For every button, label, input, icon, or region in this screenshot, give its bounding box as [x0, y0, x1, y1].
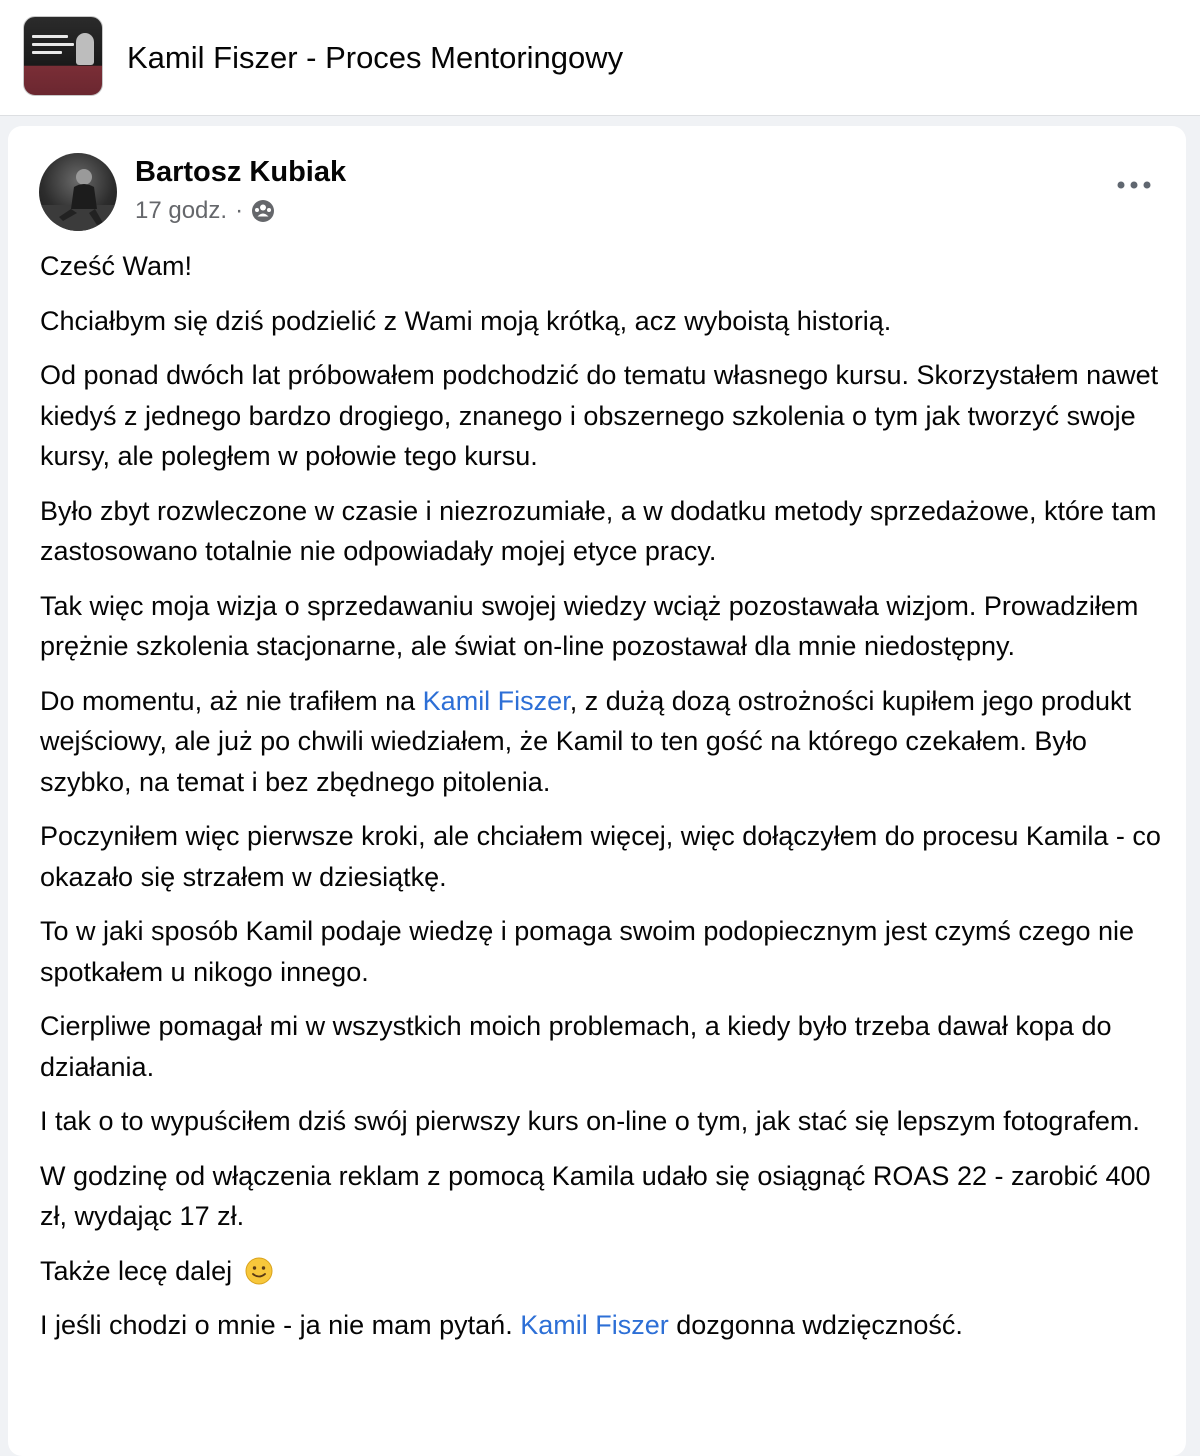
post-paragraph: Tak więc moja wizja o sprzedawaniu swojej wiedzy wciąż pozostawała wizjom. Prowadziłem prężnie szkolenia stacjonarne, ale świat on-line pozostawał dla mnie niedostępny. [40, 590, 1139, 661]
more-options-icon [1116, 180, 1152, 190]
more-options-button[interactable] [1112, 170, 1156, 200]
meta-separator: · [235, 197, 244, 224]
group-title[interactable]: Kamil Fiszer - Proces Mentoringowy [127, 40, 624, 75]
thumbnail-text-line [32, 35, 68, 38]
post-paragraph [40, 681, 1165, 803]
post-paragraph [40, 1305, 1165, 1346]
post-paragraph: To w jaki sposób Kamil podaje wiedzę i pomaga swoim podopiecznym jest czymś czego nie spotkałem u nikogo innego. [40, 916, 1135, 987]
post-body [40, 246, 1165, 1360]
post-timestamp[interactable]: 17 godz. [135, 197, 228, 224]
post-paragraph [40, 1251, 1165, 1292]
paragraph-text: , z dużą dozą ostrożności kupiłem jego produkt wejściowy, ale już po chwili wiedziałem, że Kamil to ten gość na którego czekałem. Było szybko, na temat i bez zbędnego pitolenia. [40, 685, 1132, 797]
smiling-face-emoji [244, 1256, 274, 1286]
paragraph-text: I jeśli chodzi o mnie - ja nie mam pytań. [40, 1310, 521, 1340]
post-paragraph: Od ponad dwóch lat próbowałem podchodzić do tematu własnego kursu. Skorzystałem nawet kiedyś z jednego bardzo drogiego, znanego i obszernego szkolenia o tym jak tworzyć swoje kursy, ale poległem w połowie tego kursu. [40, 360, 1159, 471]
author-avatar[interactable] [39, 153, 117, 231]
paragraph-text: Do momentu, aż nie trafiłem na [40, 685, 423, 716]
group-header [0, 0, 1200, 116]
post-paragraph: Było zbyt rozwleczone w czasie i niezrozumiałe, a w dodatku metody sprzedażowe, które tam zastosowano totalnie nie odpowiadały mojej etyce pracy. [40, 495, 1157, 566]
post-meta [135, 195, 275, 227]
mention-link[interactable]: Kamil Fiszer [422, 685, 570, 716]
post-paragraph: Cierpliwe pomagał mi w wszystkich moich problemach, a kiedy było trzeba dawał kopa do działania. [40, 1011, 1112, 1082]
paragraph-text: dozgonna wdzięczność. [668, 1310, 963, 1340]
thumbnail-text-line [32, 51, 62, 54]
post-paragraph: I tak o to wypuściłem dziś swój pierwszy kurs on-line o tym, jak stać się lepszym fotografem. [40, 1106, 1140, 1136]
post-card [8, 126, 1186, 1456]
mention-link[interactable]: Kamil Fiszer [520, 1310, 669, 1340]
paragraph-text: Także lecę dalej [40, 1255, 233, 1286]
post-paragraph: W godzinę od włączenia reklam z pomocą Kamila udało się osiągnąć ROAS 22 - zarobić 400 zł, wydając 17 zł. [40, 1160, 1151, 1231]
post-paragraph: Chciałbym się dziś podzielić z Wami moją krótką, acz wyboistą historią. [40, 305, 892, 336]
thumbnail-person-image [76, 33, 94, 65]
thumbnail-text-line [32, 43, 74, 46]
group-cover-thumbnail[interactable] [23, 16, 103, 96]
post-paragraph: Poczyniłem więc pierwsze kroki, ale chciałem więcej, więc dołączyłem do procesu Kamila - co okazało się strzałem w dziesiątkę. [40, 821, 1161, 892]
avatar-photo [39, 153, 117, 231]
group-members-icon[interactable] [251, 199, 275, 223]
post-paragraph: Cześć Wam! [40, 251, 193, 281]
author-name[interactable]: Bartosz Kubiak [135, 156, 347, 188]
